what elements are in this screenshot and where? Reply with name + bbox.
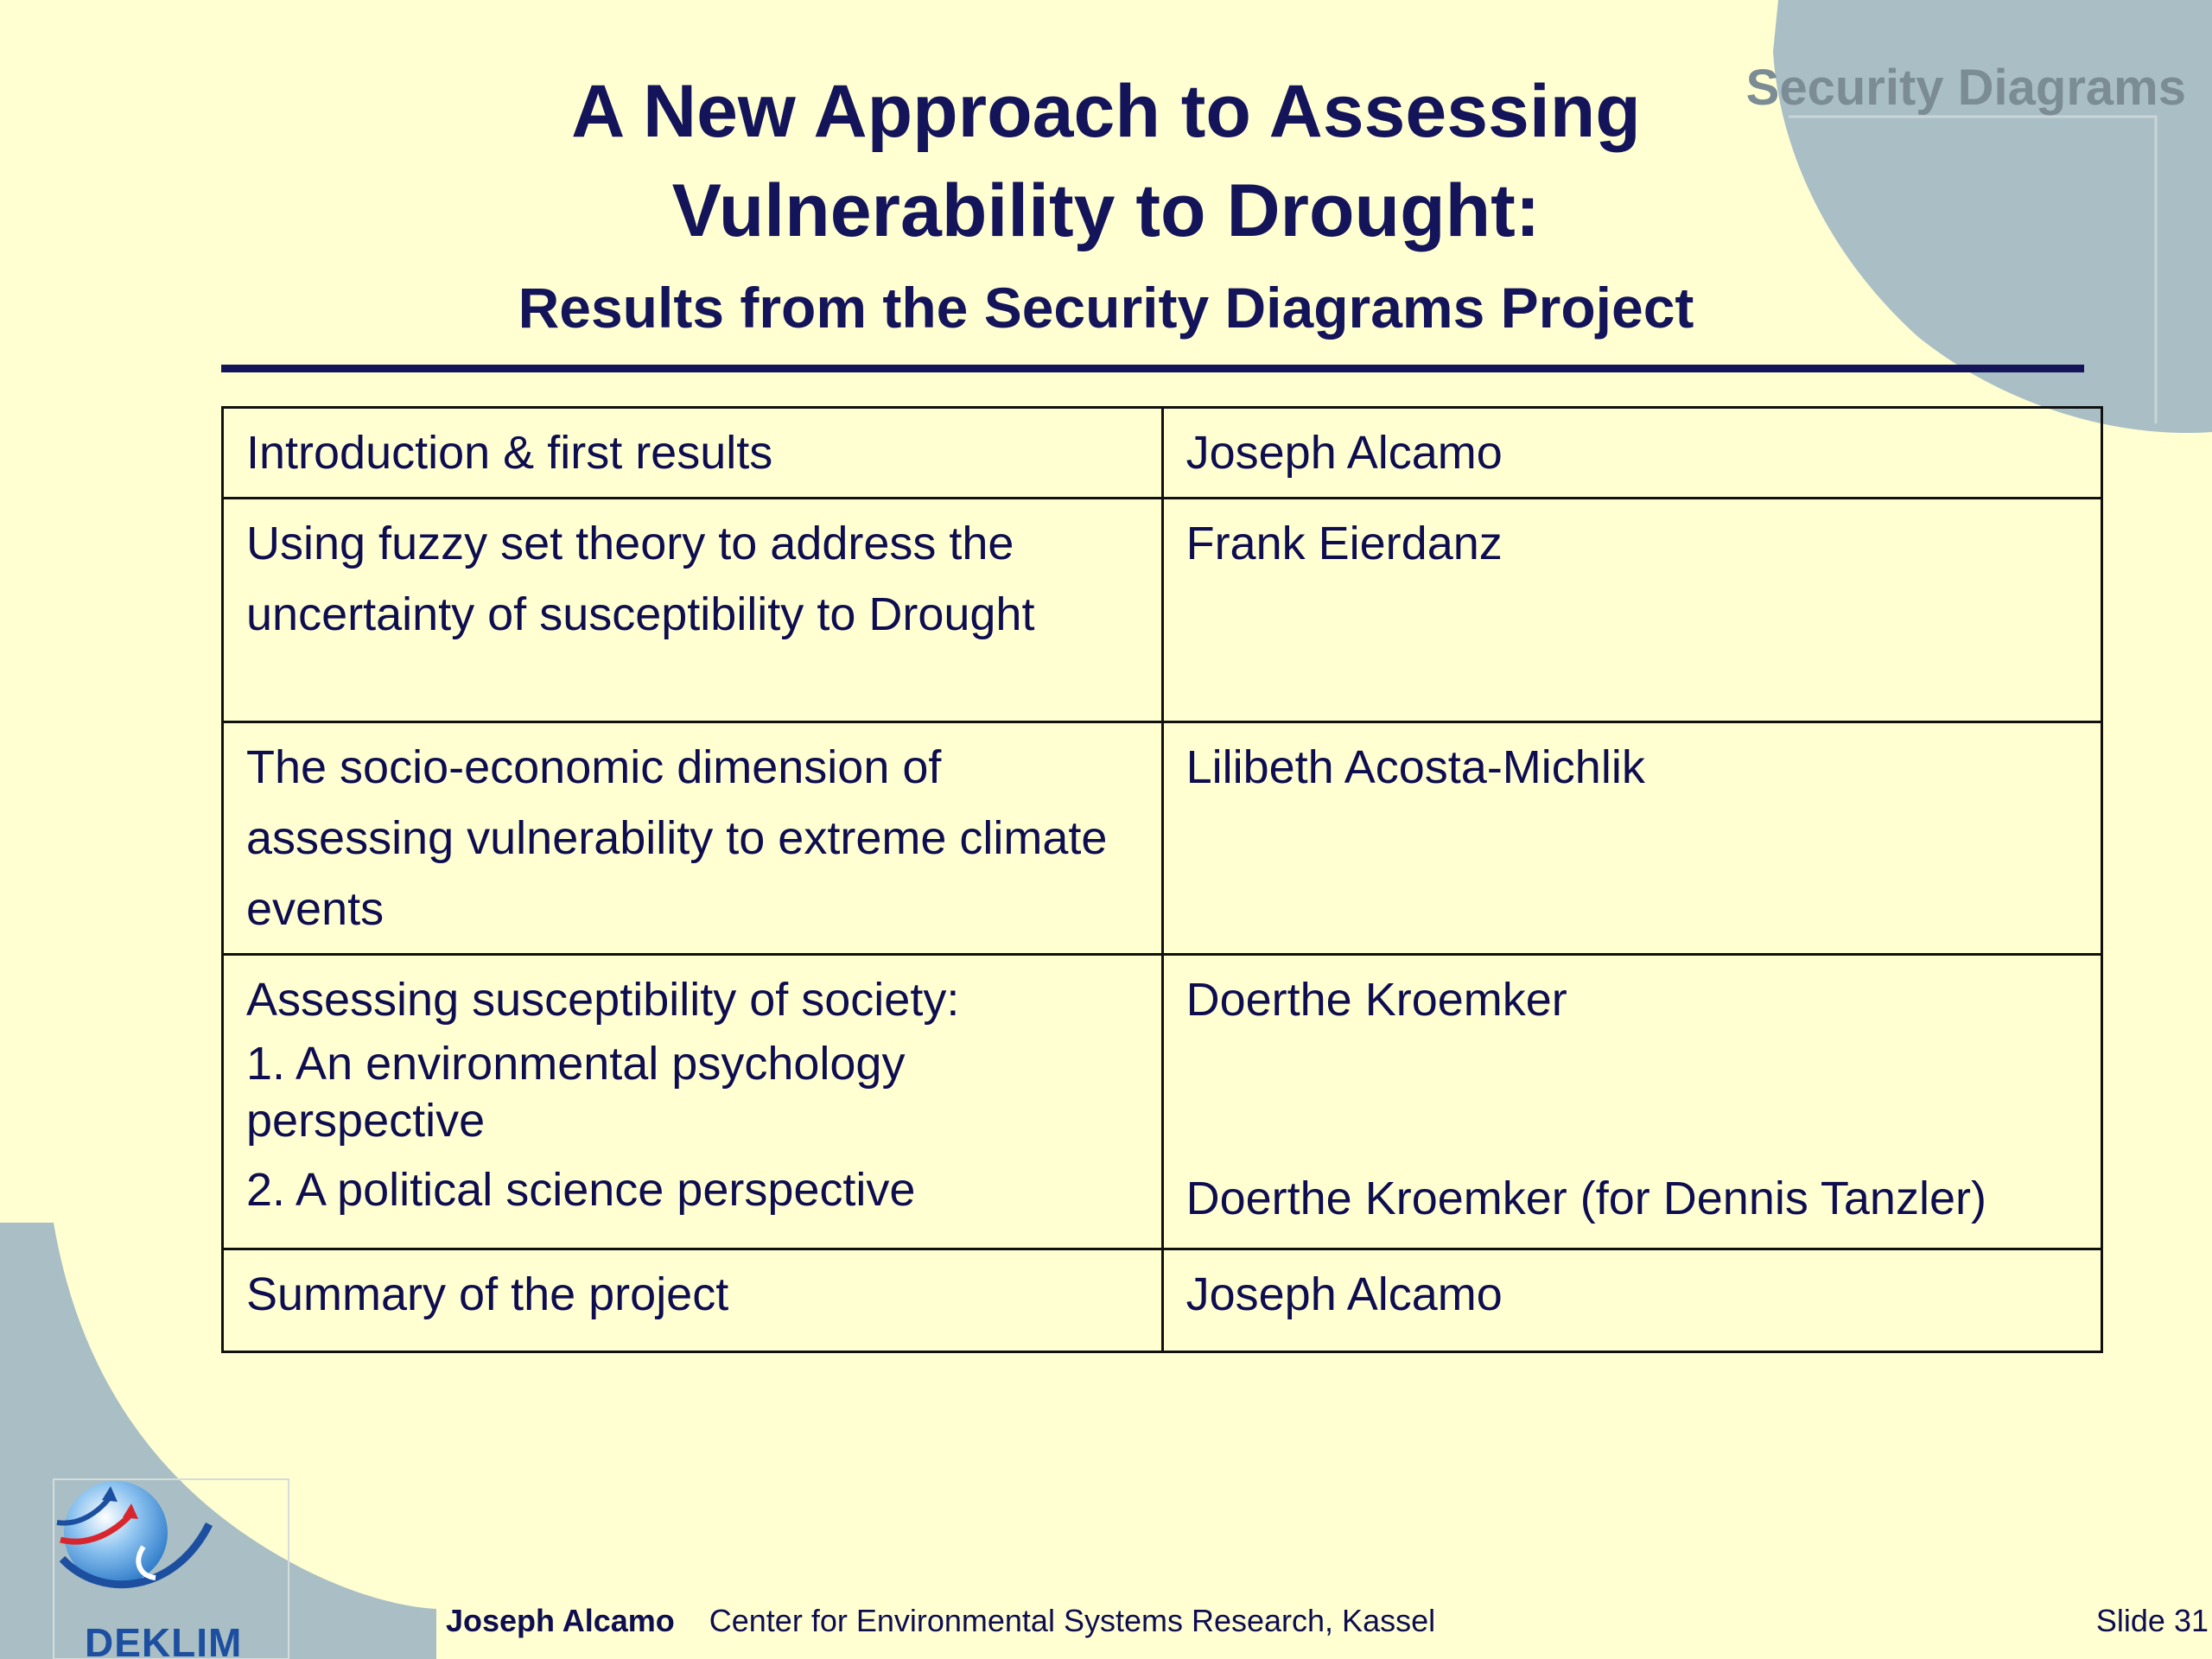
brand-label: Security Diagrams xyxy=(1745,60,2186,116)
topic-cell: Using fuzzy set theory to address the uncertainty of susceptibility to Drought xyxy=(223,499,1163,722)
speaker-cell: Joseph Alcamo xyxy=(1162,408,2101,499)
topic-cell: Summary of the project xyxy=(223,1249,1163,1352)
table-row xyxy=(223,955,2102,1249)
table-row xyxy=(223,408,2102,499)
speaker-cell: Frank Eierdanz xyxy=(1162,499,2101,722)
globe-arrows-icon xyxy=(54,1479,291,1618)
logo-text: DEKLIM xyxy=(85,1620,243,1659)
table-row xyxy=(223,722,2102,955)
title-line-1: A New Approach to Assessing xyxy=(571,70,1641,153)
agenda-table xyxy=(221,406,2103,1353)
subtitle: Results from the Security Diagrams Project xyxy=(518,276,1694,340)
slide-number: Slide 31 xyxy=(2095,1603,2209,1638)
footer xyxy=(446,1603,1435,1639)
topic-heading: Assessing susceptibility of society: xyxy=(246,974,960,1026)
title-rule xyxy=(221,365,2084,372)
footer-author: Joseph Alcamo xyxy=(446,1603,675,1638)
speaker-cell: Joseph Alcamo xyxy=(1162,1249,2101,1352)
subtopic-2: 2. A political science perspective xyxy=(246,1164,916,1216)
table-row xyxy=(223,1249,2102,1352)
speaker-1: Doerthe Kroemker xyxy=(1185,974,1567,1026)
speaker-2: Doerthe Kroemker (for Dennis Tanzler) xyxy=(1185,1173,1986,1224)
speaker-cell xyxy=(1162,955,2101,1249)
topic-cell xyxy=(223,955,1163,1249)
title-line-2: Vulnerability to Drought: xyxy=(671,169,1541,252)
footer-institution: Center for Environmental Systems Research, Kassel xyxy=(709,1603,1436,1638)
subtopic-1: 1. An environmental psychology perspective xyxy=(246,1038,906,1147)
table-row xyxy=(223,499,2102,722)
topic-cell: The socio-economic dimension of assessing vulnerability to extreme climate events xyxy=(223,722,1163,955)
topic-cell: Introduction & first results xyxy=(223,408,1163,499)
speaker-cell: Lilibeth Acosta-Michlik xyxy=(1162,722,2101,955)
